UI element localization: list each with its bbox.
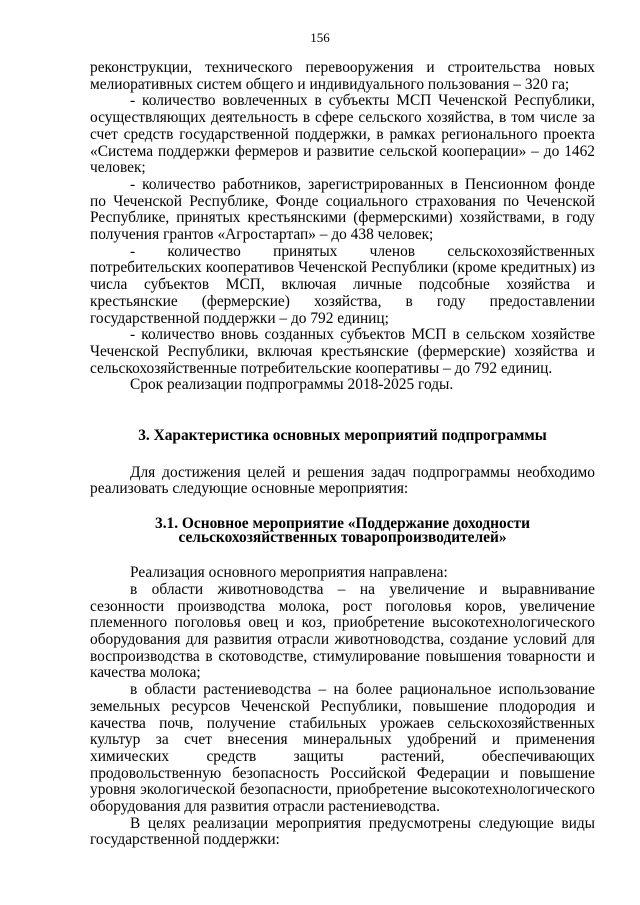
section-heading: 3. Характеристика основных мероприятий подпрограммы xyxy=(138,427,547,445)
subsection-heading: 3.1. Основное мероприятие «Поддержание доходности сельскохозяйственных товаропроизводителей» xyxy=(155,515,530,547)
list-item-new-msp: - количество вновь созданных субъектов МСП в сельском хозяйстве Чеченской Республики, включая крестьянские (фермерские) хозяйства и сельскохозяйственные потребительские кооперативы – до 792 единиц. xyxy=(90,326,595,377)
section-intro: Для достижения целей и решения задач подпрограммы необходимо реализовать следующие основные мероприятия: xyxy=(90,463,595,498)
paragraph-continuation: реконструкции, технического перевооружения и строительства новых мелиоративных систем общего и индивидуального пользования – 320 га; xyxy=(90,59,595,93)
paragraph-support-types: В целях реализации мероприятия предусмотрены следующие виды государственной поддержки: xyxy=(90,814,595,849)
document-body xyxy=(90,60,595,849)
paragraph-livestock: в области животноводства – на увеличение и выравнивание сезонности производства молока, рост поголовья коров, увеличение племенного поголовья овец и коз, приобретение высокотехнологического оборудования для развития отрасли животноводства, создание условий для воспроизводства в скотоводстве, стимулирование повышения товарности и качества молока; xyxy=(90,580,595,682)
page-number: 156 xyxy=(310,30,330,45)
list-item-workers-registered: - количество работников, зарегистрированных в Пенсионном фонде по Чеченской Республике, Фонде социального страхования по Чеченской Республике, принятых крестьянскими (фермерскими) хозяйствами, в году получения грантов «Агростартап» – до 438 человек; xyxy=(90,175,595,244)
list-item-msp-involved: - количество вовлеченных в субъекты МСП Чеченской Республики, осуществляющих деятельность в сфере сельского хозяйства, в том числе за счет средств государственной поддержки, в рамках регионального проекта «Система поддержки фермеров и развитие сельской кооперации» – до 1462 человек; xyxy=(90,92,595,177)
list-item-cooperative-members: - количество принятых членов сельскохозяйственных потребительских кооперативов Чеченской Республики (кроме кредитных) из числа субъектов МСП, включая личные подсобные хозяйства и крестьянские (фермерские) хозяйства, в году предоставлении государственной поддержки – до 792 единиц; xyxy=(90,242,595,327)
paragraph-crop-production: в области растениеводства – на более рациональное использование земельных ресурсов Чеченской Республики, повышение плодородия и качества почв, получение стабильных урожаев сельскохозяйственных культур за счет внесения минеральных удобрений и применения химических средств защиты растений, обеспечивающих продовольственную безопасность Российской Федерации и повышение уровня экологической безопасности, приобретение высокотехнологического оборудования для развития отрасли растениеводства. xyxy=(90,681,595,816)
paragraph-direction: Реализация основного мероприятия направлена: xyxy=(130,564,448,582)
paragraph-implementation-period: Срок реализации подпрограммы 2018-2025 годы. xyxy=(130,376,454,394)
